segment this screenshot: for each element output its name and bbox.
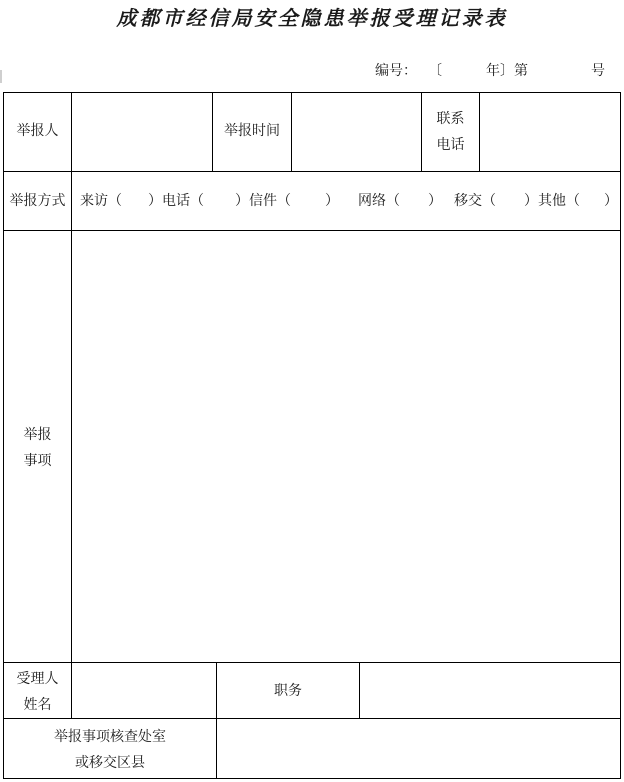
row2-bottom-border: [3, 230, 621, 231]
table-right-border: [620, 92, 621, 779]
page-edge-mark: [0, 70, 2, 83]
method-letter-close: ）: [325, 193, 339, 209]
contact-label-line1: 联系: [436, 111, 465, 127]
method-network[interactable]: 网络（: [358, 193, 400, 209]
table-bottom-border: [3, 778, 621, 779]
row1-divider-b: [291, 92, 292, 171]
method-phone-close: ）信件（: [235, 193, 291, 209]
report-time-label: 举报时间: [224, 123, 280, 139]
form-title: 成都市经信局安全隐患举报受理记录表: [116, 6, 508, 30]
table-top-border: [3, 92, 621, 93]
contact-label-line2: 电话: [436, 137, 465, 153]
method-other-close: ）: [604, 193, 618, 209]
method-visit-close: ）电话（: [148, 193, 204, 209]
handler-label-line1: 受理人: [16, 671, 59, 687]
dept-label-line1: 举报事项核查处室: [54, 729, 166, 745]
method-transfer[interactable]: 移交（: [454, 193, 496, 209]
method-transfer-close: ）其他（: [524, 193, 580, 209]
matter-label-line2: 事项: [23, 453, 52, 469]
label-column-divider: [71, 92, 72, 662]
serial-label: 编号：: [375, 63, 417, 79]
row4-divider-c: [359, 662, 360, 718]
row1-bottom-border: [3, 171, 621, 172]
handler-label-line2: 姓名: [23, 697, 52, 713]
reporter-label: 举报人: [16, 123, 59, 139]
report-method-label: 举报方式: [9, 193, 66, 209]
row1-divider-d: [479, 92, 480, 171]
serial-year: 年〕第: [486, 63, 528, 79]
dept-label-line2: 或移交区县: [75, 755, 145, 771]
position-label: 职务: [274, 683, 302, 699]
method-visit[interactable]: 来访（: [80, 193, 122, 209]
row3-bottom-border: [3, 662, 621, 663]
serial-number-suffix: 号: [591, 63, 605, 79]
row4-bottom-border: [3, 718, 621, 719]
method-network-close: ）: [428, 193, 442, 209]
row4-divider-a: [71, 662, 72, 718]
matter-label-line1: 举报: [23, 427, 52, 443]
serial-open-bracket: 〔: [428, 63, 442, 79]
